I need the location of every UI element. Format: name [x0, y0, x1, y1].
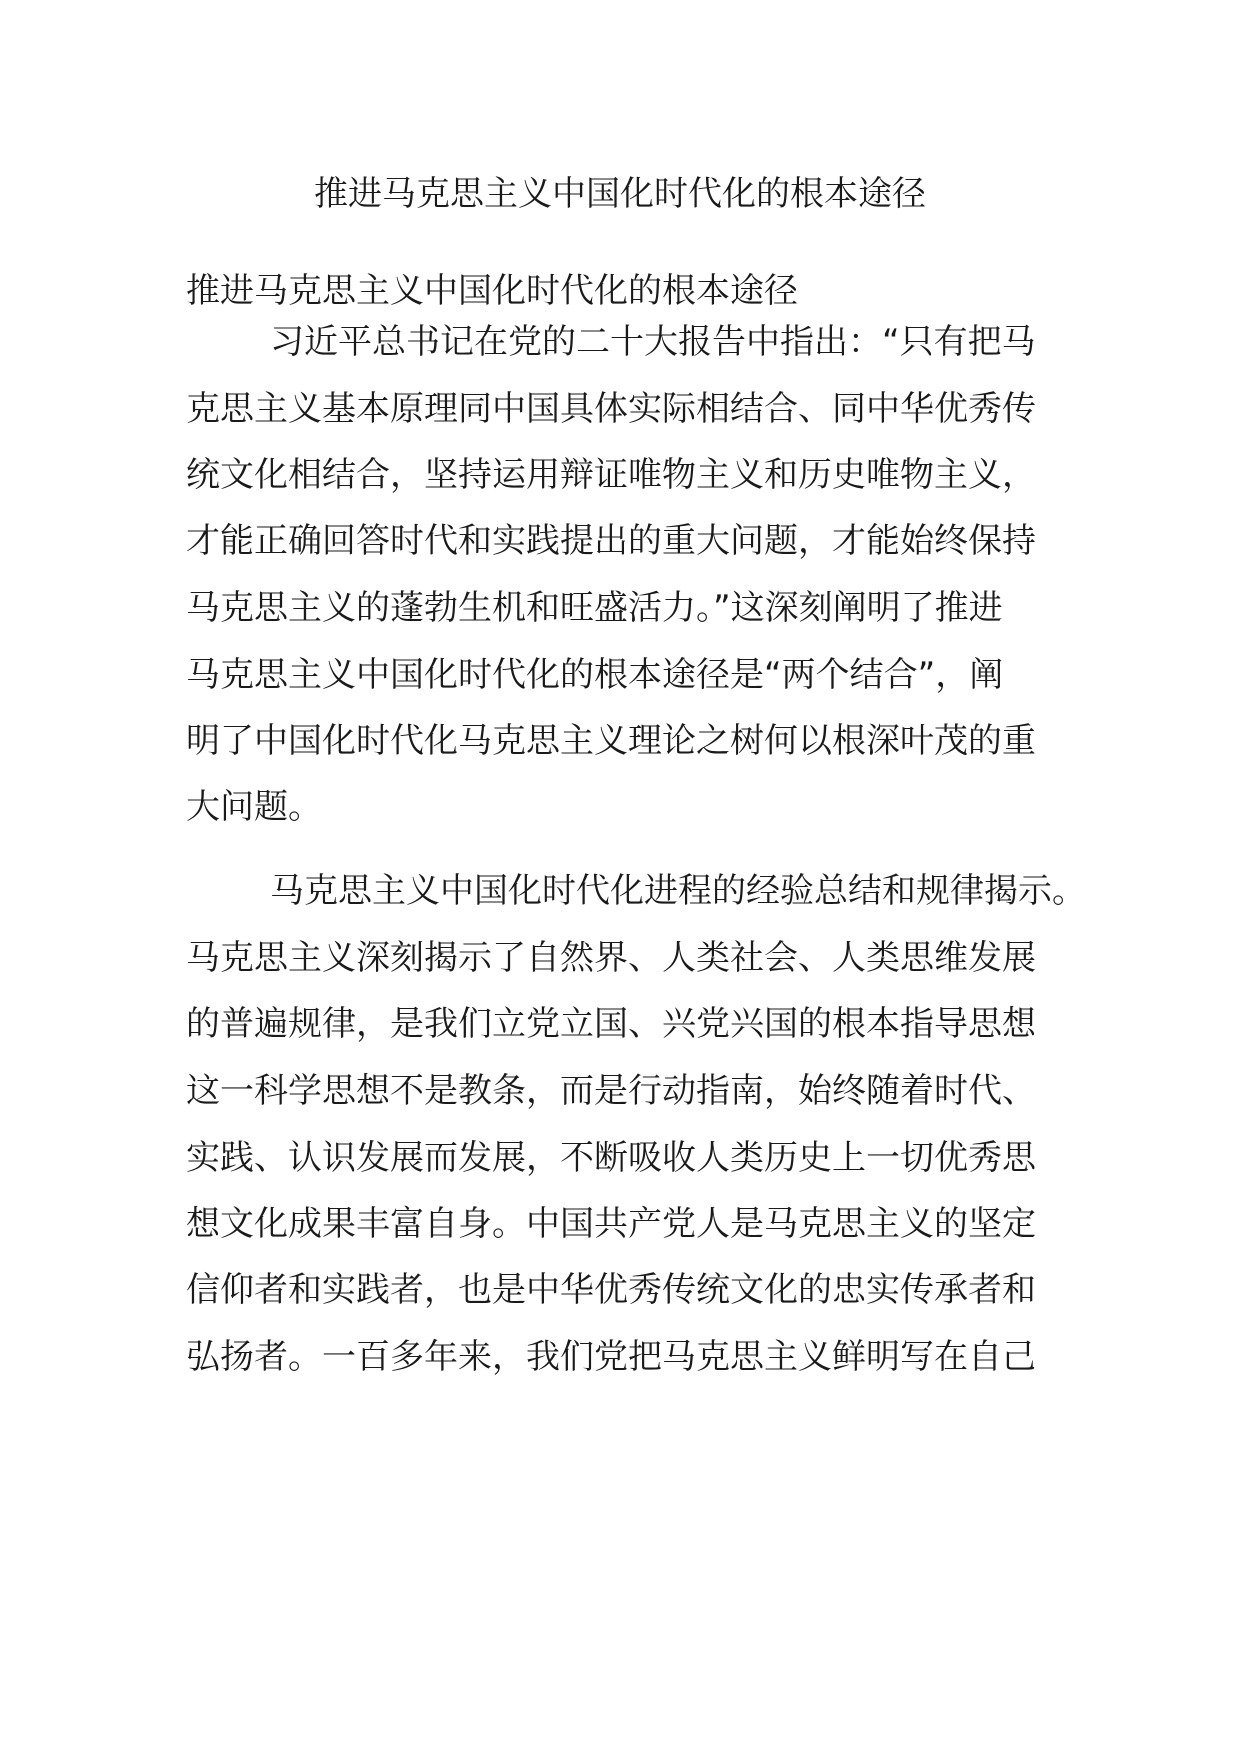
paragraph-line: 想文化成果丰富自身。中国共产党人是马克思主义的坚定 [186, 1204, 1036, 1244]
document-title: 推进马克思主义中国化时代化的根本途径 [314, 174, 926, 214]
paragraph-line: 习近平总书记在党的二十大报告中指出：“只有把马 [270, 322, 1036, 362]
document-subtitle: 推进马克思主义中国化时代化的根本途径 [186, 271, 798, 311]
paragraph-line: 马克思主义中国化时代化进程的经验总结和规律揭示。 [270, 871, 1086, 911]
paragraph-line: 马克思主义中国化时代化的根本途径是“两个结合”，阐 [186, 655, 1004, 695]
paragraph-line: 的普遍规律，是我们立党立国、兴党兴国的根本指导思想 [186, 1004, 1036, 1044]
paragraph-line: 马克思主义的蓬勃生机和旺盛活力。”这深刻阐明了推进 [186, 588, 1003, 628]
paragraph-line: 大问题。 [186, 787, 322, 827]
paragraph-line: 这一科学思想不是教条，而是行动指南，始终随着时代、 [186, 1071, 1036, 1111]
paragraph-line: 克思主义基本原理同中国具体实际相结合、同中华优秀传 [186, 389, 1036, 429]
paragraph-line: 实践、认识发展而发展，不断吸收人类历史上一切优秀思 [186, 1138, 1036, 1178]
paragraph-line: 统文化相结合，坚持运用辩证唯物主义和历史唯物主义， [186, 455, 1036, 495]
paragraph-line: 信仰者和实践者，也是中华优秀传统文化的忠实传承者和 [186, 1270, 1036, 1310]
paragraph-line: 弘扬者。一百多年来，我们党把马克思主义鲜明写在自己 [186, 1337, 1036, 1377]
paragraph-line: 明了中国化时代化马克思主义理论之树何以根深叶茂的重 [186, 721, 1036, 761]
paragraph-line: 马克思主义深刻揭示了自然界、人类社会、人类思维发展 [186, 938, 1036, 978]
paragraph-line: 才能正确回答时代和实践提出的重大问题，才能始终保持 [186, 521, 1036, 561]
